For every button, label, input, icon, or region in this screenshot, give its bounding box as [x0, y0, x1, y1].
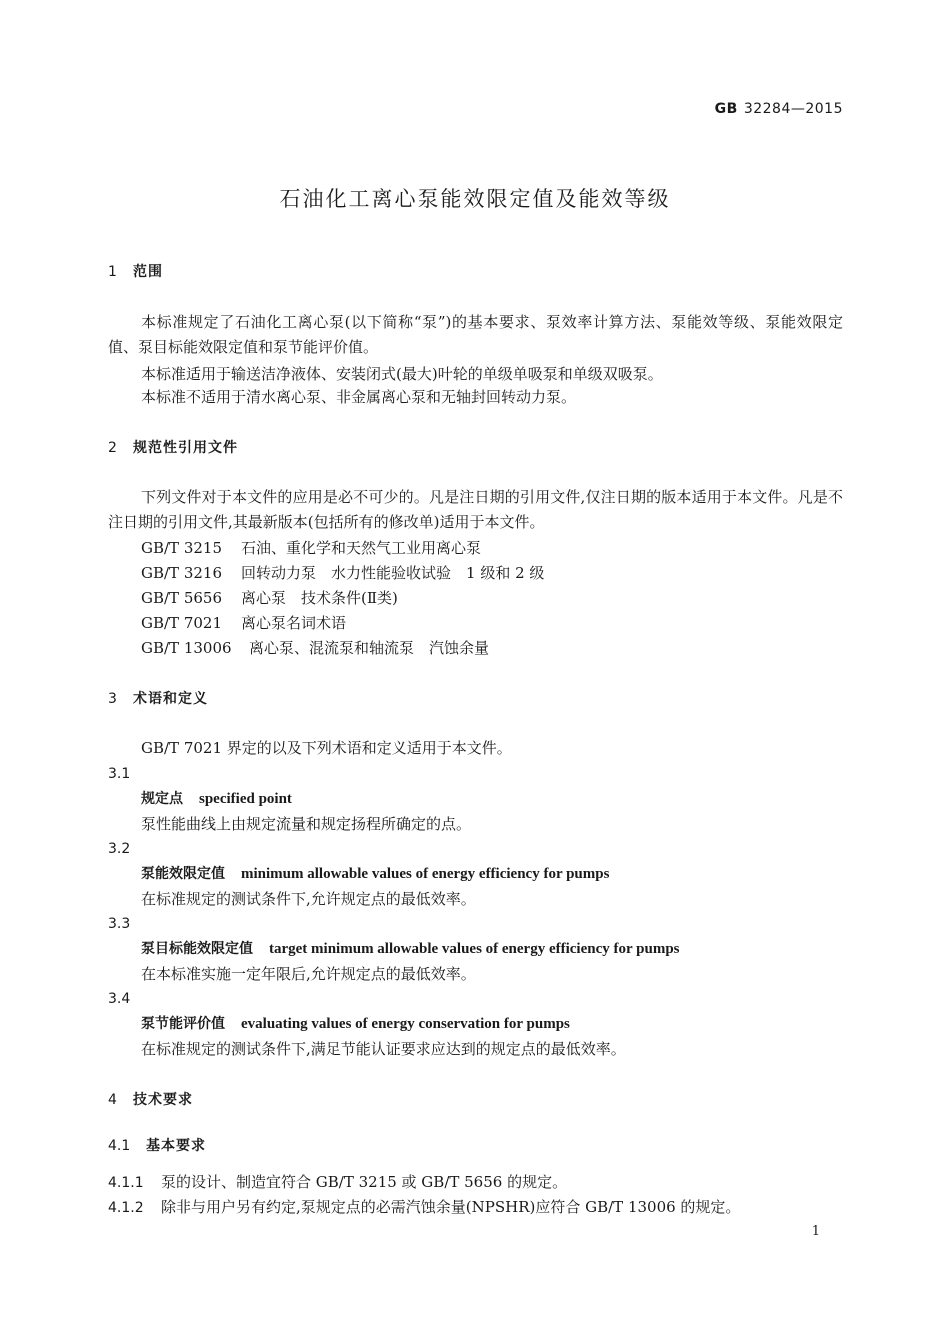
ref-title: 离心泵名词术语 — [241, 614, 347, 632]
ref-code: GB/T 7021 — [141, 614, 223, 632]
section-number: 1 — [108, 264, 117, 280]
section-4-heading — [108, 1090, 843, 1110]
clause-4-1-2 — [108, 1197, 843, 1218]
term-definition: 在标准规定的测试条件下,满足节能认证要求应达到的规定点的最低效率。 — [141, 1040, 626, 1058]
term-heading — [141, 1014, 843, 1034]
section-3-heading — [108, 689, 843, 709]
term-zh: 泵能效限定值 — [141, 866, 225, 882]
ref-code: GB/T 13006 — [141, 639, 232, 657]
standard-number — [715, 101, 843, 117]
clause-text: 除非与用户另有约定,泵规定点的必需汽蚀余量(NPSHR)应符合 GB/T 13006 的规定。 — [161, 1198, 741, 1216]
scope-paragraph-1: 本标准规定了石油化工离心泵(以下简称“泵”)的基本要求、泵效率计算方法、泵能效等级、泵能效限定值、泵目标能效限定值和泵节能评价值。 — [108, 313, 843, 356]
ref-code: GB/T 5656 — [141, 589, 223, 607]
ref-title: 离心泵、混流泵和轴流泵 汽蚀余量 — [249, 639, 490, 657]
term-zh: 泵节能评价值 — [141, 1016, 225, 1032]
clause-text: 泵的设计、制造宜符合 GB/T 3215 或 GB/T 5656 的规定。 — [161, 1173, 568, 1191]
section-number: 3 — [108, 691, 117, 707]
term-zh: 泵目标能效限定值 — [141, 941, 253, 957]
scope-paragraph-3: 本标准不适用于清水离心泵、非金属离心泵和无轴封回转动力泵。 — [141, 388, 577, 406]
section-number: 4 — [108, 1092, 117, 1108]
ref-item — [141, 638, 843, 658]
term-number: 3.3 — [108, 916, 131, 932]
subsection-title: 基本要求 — [146, 1138, 206, 1154]
term-number: 3.1 — [108, 766, 131, 782]
ref-code: GB/T 3216 — [141, 564, 223, 582]
ref-title: 回转动力泵 水力性能验收试验 1 级和 2 级 — [241, 564, 545, 582]
scope-paragraph-2: 本标准适用于输送洁净液体、安装闭式(最大)叶轮的单级单吸泵和单级双吸泵。 — [141, 365, 663, 383]
term-en: target minimum allowable values of energy efficiency for pumps — [269, 941, 680, 957]
term-heading — [141, 939, 843, 959]
term-number: 3.4 — [108, 991, 131, 1007]
clause-number: 4.1.2 — [108, 1200, 144, 1216]
subsection-4-1-heading — [108, 1136, 843, 1156]
section-title: 技术要求 — [133, 1092, 193, 1108]
section-title: 规范性引用文件 — [133, 440, 238, 456]
ref-item — [141, 613, 843, 633]
term-heading — [141, 864, 843, 884]
term-definition: 在标准规定的测试条件下,允许规定点的最低效率。 — [141, 890, 476, 908]
term-zh: 规定点 — [141, 791, 183, 807]
section-title: 术语和定义 — [133, 691, 208, 707]
term-en: minimum allowable values of energy efficiency for pumps — [241, 866, 610, 882]
ref-code: GB/T 3215 — [141, 539, 223, 557]
terms-intro: GB/T 7021 界定的以及下列术语和定义适用于本文件。 — [141, 739, 512, 757]
term-heading — [141, 789, 843, 809]
clause-number: 4.1.1 — [108, 1175, 144, 1191]
term-definition: 泵性能曲线上由规定流量和规定扬程所确定的点。 — [141, 815, 472, 833]
subsection-number: 4.1 — [108, 1138, 131, 1154]
ref-item — [141, 538, 843, 558]
term-en: specified point — [199, 791, 292, 807]
clause-4-1-1 — [108, 1172, 843, 1193]
section-title: 范围 — [133, 264, 163, 280]
term-en: evaluating values of energy conservation for pumps — [241, 1016, 570, 1032]
ref-title: 离心泵 技术条件(Ⅱ类) — [241, 589, 398, 607]
term-definition: 在本标准实施一定年限后,允许规定点的最低效率。 — [141, 965, 476, 983]
std-number-text: 32284—2015 — [743, 101, 843, 117]
section-2-heading — [108, 438, 843, 458]
page-number: 1 — [811, 1224, 820, 1239]
section-1-heading — [108, 262, 843, 282]
normref-intro: 下列文件对于本文件的应用是必不可少的。凡是注日期的引用文件,仅注日期的版本适用于本文件。凡是不注日期的引用文件,其最新版本(包括所有的修改单)适用于本文件。 — [108, 488, 843, 531]
term-number: 3.2 — [108, 841, 131, 857]
ref-item — [141, 588, 843, 608]
section-number: 2 — [108, 440, 117, 456]
std-prefix: GB — [714, 101, 738, 117]
ref-title: 石油、重化学和天然气工业用离心泵 — [241, 539, 482, 557]
document-title: 石油化工离心泵能效限定值及能效等级 — [279, 187, 671, 211]
ref-item — [141, 563, 843, 583]
